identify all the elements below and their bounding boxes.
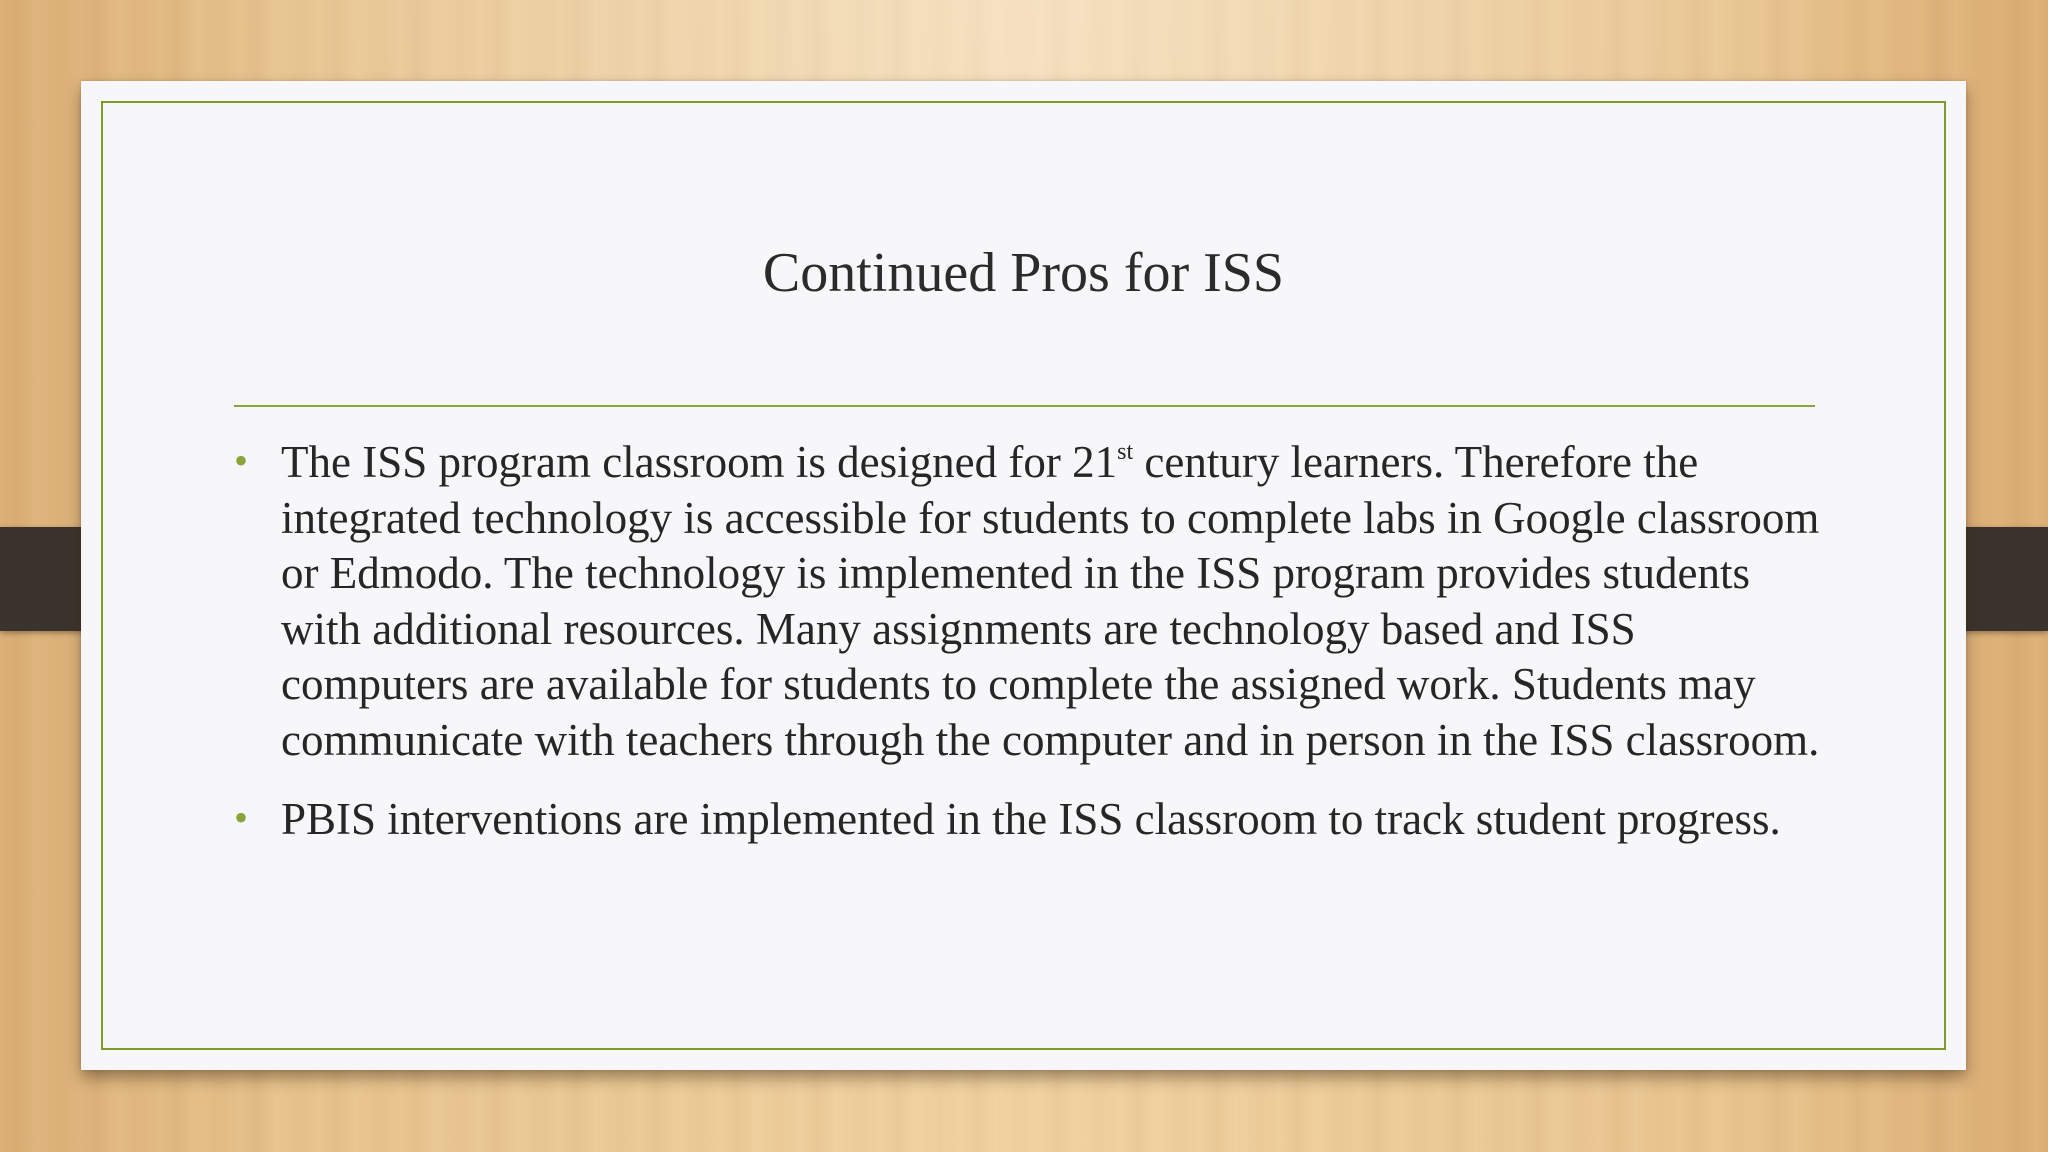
bullet-text-part: The ISS program classroom is designed for 21 (281, 437, 1118, 487)
bullet-text: PBIS interventions are implemented in the ISS classroom to track student progress. (281, 794, 1781, 844)
bullet-icon: • (234, 795, 249, 840)
slide (81, 81, 1966, 1070)
title-divider (234, 405, 1815, 407)
ordinal-superscript: st (1117, 439, 1134, 465)
slide-title: Continued Pros for ISS (762, 242, 1285, 304)
bullet-text-part: century learners. Therefore the integrated technology is accessible for students to complete labs in Google classroom or Edmodo. The technology is implemented in the ISS program provides students with additional resources. Many assignments are technology based and ISS computers are available for students to complete the assigned work. Students may communicate with teachers through the computer and in person in the ISS classroom. (281, 437, 1820, 765)
bullet-icon: • (234, 438, 249, 483)
bullet-list (234, 435, 1834, 872)
bullet-item (234, 792, 1834, 848)
bullet-item (234, 435, 1834, 768)
